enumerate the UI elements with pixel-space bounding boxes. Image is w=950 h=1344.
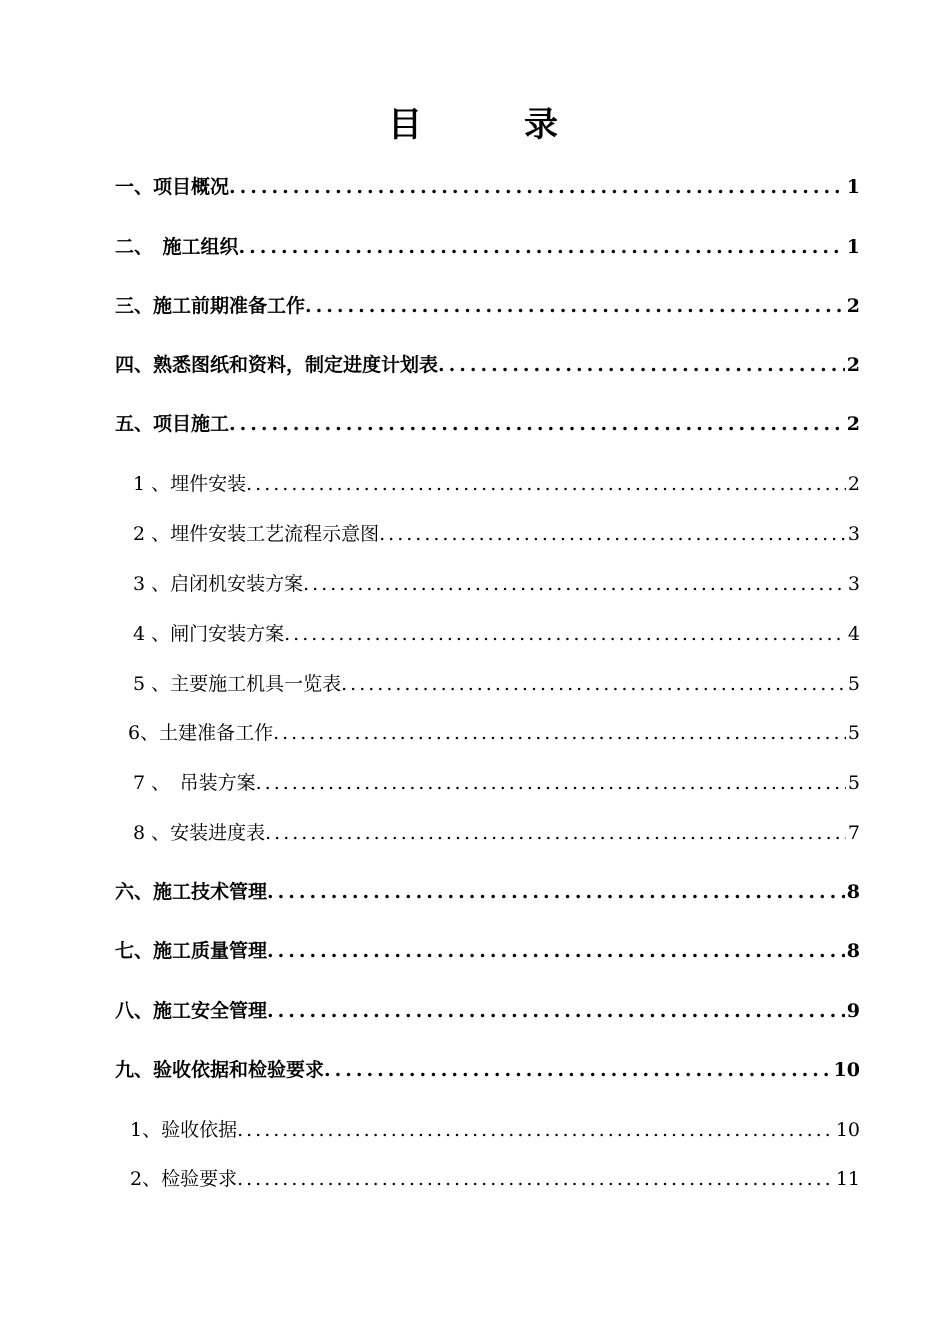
toc-entry-page: 2 [847,473,860,495]
toc-entry-5-3[interactable] [133,569,860,599]
toc-entry-9-2[interactable] [130,1164,860,1194]
toc-entry-label: 1、验收依据 [130,1119,238,1141]
toc-entry-page: 2 [846,295,860,317]
toc-leader-dots [379,523,846,545]
toc-entry-7[interactable] [115,936,860,966]
toc-leader-dots [267,940,845,962]
toc-entry-5-2[interactable] [133,519,860,549]
toc-entry-9[interactable] [115,1055,860,1085]
toc-entry-5-5[interactable] [133,669,860,699]
toc-entry-label: 一、项目概况 [115,176,230,198]
toc-entry-2[interactable] [115,232,860,262]
toc-entry-page: 8 [846,881,860,903]
toc-entry-page: 3 [847,573,860,595]
toc-entry-5-1[interactable] [133,469,860,499]
toc-entry-5[interactable] [115,409,860,439]
toc-entry-label: 八、施工安全管理 [115,1000,268,1022]
toc-entry-5-8[interactable] [133,818,860,848]
toc-entry-5-7[interactable] [133,768,860,798]
toc-leader-dots [239,236,845,258]
toc-entry-6[interactable] [115,877,860,907]
toc-entry-page: 1 [846,236,860,258]
toc-entry-label: 8 、安装进度表 [133,822,266,844]
toc-entry-page: 1 [846,176,860,198]
toc-entry-label: 4 、闸门安装方案 [133,623,285,645]
toc-entry-label: 3 、启闭机安装方案 [133,573,304,595]
toc-entry-page: 5 [847,673,860,695]
toc-entry-label: 5 、主要施工机具一览表 [133,673,342,695]
toc-leader-dots [237,1168,834,1190]
toc-leader-dots [284,623,846,645]
toc-entry-page: 4 [847,623,860,645]
toc-leader-dots [305,295,845,317]
toc-entry-label: 6、土建准备工作 [128,722,274,744]
toc-entry-page: 11 [835,1168,860,1190]
toc-leader-dots [229,413,845,435]
toc-entry-page: 10 [833,1059,860,1081]
toc-entry-page: 3 [847,523,860,545]
toc-leader-dots [303,573,846,595]
toc-leader-dots [229,176,845,198]
toc-leader-dots [273,722,846,744]
toc-entry-label: 7 、 吊装方案 [133,772,256,794]
toc-entry-label: 2 、埋件安装工艺流程示意图 [133,523,380,545]
toc-entry-page: 8 [846,940,860,962]
page-title: 目 录 [388,105,592,145]
toc-leader-dots [267,1000,845,1022]
toc-entry-label: 九、验收依据和检验要求 [115,1059,325,1081]
toc-entry-label: 五、项目施工 [115,413,230,435]
toc-leader-dots [246,473,846,495]
toc-entry-page: 2 [846,413,860,435]
toc-entry-9-1[interactable] [130,1115,860,1145]
toc-leader-dots [237,1119,834,1141]
toc-entry-8[interactable] [115,996,860,1026]
toc-entry-label: 1 、埋件安装 [133,473,247,495]
toc-entry-page: 7 [847,822,860,844]
toc-entry-page: 10 [835,1119,860,1141]
toc-entry-label: 二、 施工组织 [115,236,239,258]
toc-leader-dots [267,881,845,903]
toc-leader-dots [265,822,846,844]
toc-leader-dots [438,354,845,376]
toc-entry-5-4[interactable] [133,619,860,649]
toc-entry-page: 2 [846,354,860,376]
toc-entry-label: 四、熟悉图纸和资料，制定进度计划表 [115,354,439,376]
toc-entry-4[interactable] [115,350,860,380]
toc-entry-label: 2、检验要求 [130,1168,238,1190]
toc-entry-label: 七、施工质量管理 [115,940,268,962]
toc-entry-3[interactable] [115,291,860,321]
toc-entry-page: 5 [847,772,860,794]
toc-entry-page: 5 [847,722,860,744]
toc-entry-1[interactable] [115,172,860,202]
toc-leader-dots [341,673,846,695]
toc-entry-page: 9 [846,1000,860,1022]
toc-entry-label: 六、施工技术管理 [115,881,268,903]
toc-entry-label: 三、施工前期准备工作 [115,295,306,317]
toc-entry-5-6[interactable] [128,718,860,748]
toc-leader-dots [324,1059,832,1081]
toc-leader-dots [256,772,846,794]
